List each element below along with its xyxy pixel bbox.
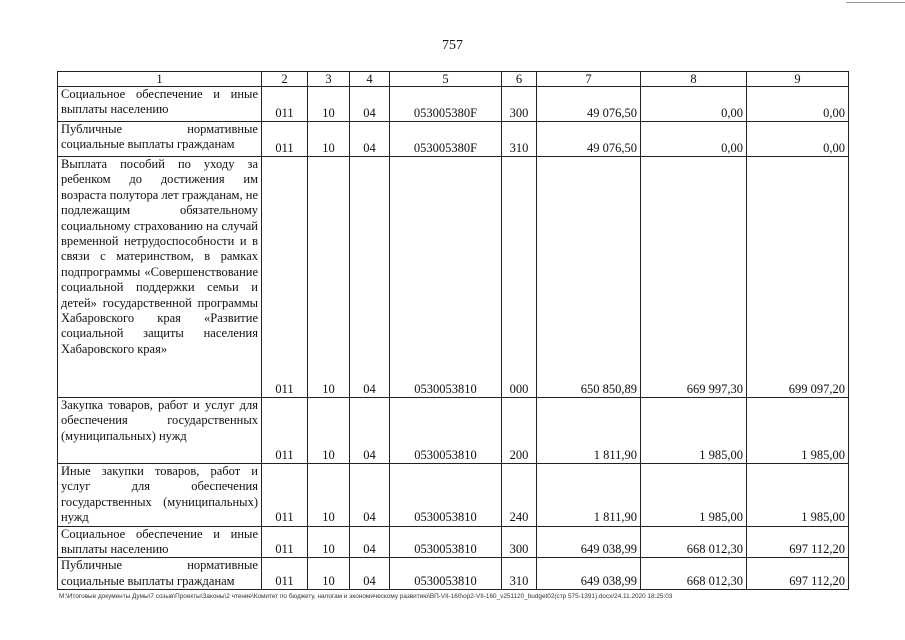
column-header: 4 [350, 72, 390, 87]
cell-code-admin: 011 [262, 526, 308, 558]
column-header: 8 [641, 72, 747, 87]
table-row [58, 87, 849, 122]
cell-code-admin: 011 [262, 87, 308, 122]
table-row [58, 526, 849, 558]
cell-section: 10 [308, 157, 350, 398]
cell-amount-2021: 650 850,89 [537, 157, 641, 398]
cell-amount-2022: 669 997,30 [641, 157, 747, 398]
cell-target-article: 0530053810 [390, 526, 502, 558]
cell-expense-type: 310 [502, 558, 537, 590]
cell-section: 10 [308, 464, 350, 527]
column-header: 3 [308, 72, 350, 87]
cell-amount-2021: 649 038,99 [537, 558, 641, 590]
column-header: 1 [58, 72, 262, 87]
cell-amount-2021: 1 811,90 [537, 464, 641, 527]
budget-table [57, 71, 849, 590]
cell-amount-2022: 668 012,30 [641, 526, 747, 558]
cell-section: 10 [308, 122, 350, 157]
cell-amount-2023: 1 985,00 [747, 398, 849, 464]
cell-amount-2023: 697 112,20 [747, 526, 849, 558]
table-row [58, 157, 849, 398]
cell-subsection: 04 [350, 87, 390, 122]
column-header: 7 [537, 72, 641, 87]
top-edge-line [846, 2, 905, 3]
cell-amount-2022: 668 012,30 [641, 558, 747, 590]
cell-code-admin: 011 [262, 157, 308, 398]
header-row [58, 72, 849, 87]
cell-target-article: 0530053810 [390, 398, 502, 464]
cell-amount-2021: 49 076,50 [537, 122, 641, 157]
cell-target-article: 053005380F [390, 122, 502, 157]
cell-expense-type: 000 [502, 157, 537, 398]
document-path-footer: M:\Итоговые документы Думы\7 созыв\Проекты\Законы\2 чтение\Комитет по бюджету, налогам и экономическому развитию\ВП-VII-160\ор2-VII-160_v251120_budget02(стр 575-1391).docx/24.11.2020 18:25:03 [59, 593, 673, 600]
column-header: 2 [262, 72, 308, 87]
cell-amount-2021: 49 076,50 [537, 87, 641, 122]
row-name-cell: Публичные нормативные социальные выплаты гражданам [58, 558, 262, 590]
cell-amount-2022: 1 985,00 [641, 464, 747, 527]
cell-code-admin: 011 [262, 122, 308, 157]
cell-expense-type: 310 [502, 122, 537, 157]
cell-target-article: 0530053810 [390, 558, 502, 590]
cell-amount-2021: 1 811,90 [537, 398, 641, 464]
cell-code-admin: 011 [262, 398, 308, 464]
table-row [58, 122, 849, 157]
cell-target-article: 053005380F [390, 87, 502, 122]
cell-subsection: 04 [350, 398, 390, 464]
cell-subsection: 04 [350, 157, 390, 398]
cell-subsection: 04 [350, 464, 390, 527]
cell-expense-type: 300 [502, 87, 537, 122]
row-name-cell: Социальное обеспечение и иные выплаты населению [58, 87, 262, 122]
cell-amount-2023: 699 097,20 [747, 157, 849, 398]
cell-expense-type: 300 [502, 526, 537, 558]
cell-subsection: 04 [350, 558, 390, 590]
cell-amount-2022: 1 985,00 [641, 398, 747, 464]
cell-subsection: 04 [350, 526, 390, 558]
cell-section: 10 [308, 398, 350, 464]
cell-section: 10 [308, 526, 350, 558]
cell-amount-2023: 697 112,20 [747, 558, 849, 590]
row-name-cell: Выплата пособий по уходу за ребенком до достижения им возраста полутора лет гражданам, не подлежащим обязательному социальному страхованию на случай временной нетрудоспособности и в связи с материнством, в рамках подпрограммы «Совершенствование социальной поддержки семьи и детей» государственной программы Хабаровского края «Развитие социальной защиты населения Хабаровского края» [58, 157, 262, 398]
cell-code-admin: 011 [262, 464, 308, 527]
cell-amount-2022: 0,00 [641, 87, 747, 122]
cell-subsection: 04 [350, 122, 390, 157]
column-header: 9 [747, 72, 849, 87]
cell-target-article: 0530053810 [390, 464, 502, 527]
row-name-cell: Социальное обеспечение и иные выплаты населению [58, 526, 262, 558]
cell-section: 10 [308, 558, 350, 590]
cell-amount-2023: 0,00 [747, 122, 849, 157]
row-name-cell: Иные закупки товаров, работ и услуг для обеспечения государственных (муниципальных) нужд [58, 464, 262, 527]
column-header: 5 [390, 72, 502, 87]
table-row [58, 558, 849, 590]
cell-section: 10 [308, 87, 350, 122]
cell-expense-type: 240 [502, 464, 537, 527]
cell-amount-2023: 0,00 [747, 87, 849, 122]
cell-amount-2022: 0,00 [641, 122, 747, 157]
cell-amount-2021: 649 038,99 [537, 526, 641, 558]
cell-amount-2023: 1 985,00 [747, 464, 849, 527]
table-row [58, 398, 849, 464]
cell-expense-type: 200 [502, 398, 537, 464]
page-number: 757 [442, 38, 463, 53]
row-name-cell: Публичные нормативные социальные выплаты гражданам [58, 122, 262, 157]
cell-code-admin: 011 [262, 558, 308, 590]
cell-target-article: 0530053810 [390, 157, 502, 398]
table-row [58, 464, 849, 527]
row-name-cell: Закупка товаров, работ и услуг для обеспечения государственных (муниципальных) нужд [58, 398, 262, 464]
column-header: 6 [502, 72, 537, 87]
